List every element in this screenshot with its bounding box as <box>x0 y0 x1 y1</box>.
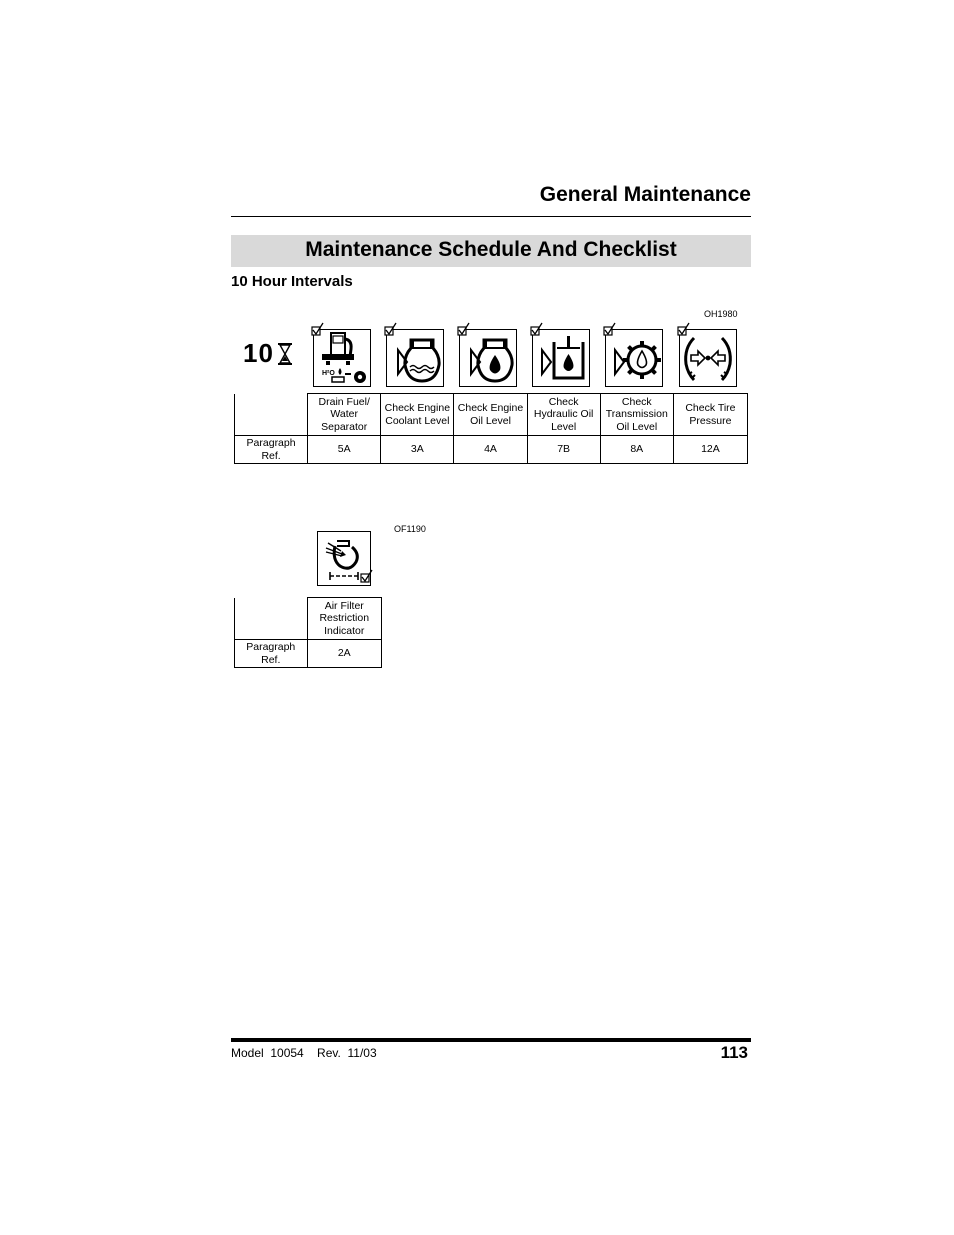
schedule-table <box>234 393 748 464</box>
task-label: Check Engine Oil Level <box>454 394 527 436</box>
header-rule <box>231 216 751 217</box>
paragraph-ref: 2A <box>307 640 381 668</box>
table-corner-cell <box>235 598 308 640</box>
task-label: Air Filter Restriction Indicator <box>307 598 381 640</box>
paragraph-ref: 12A <box>673 436 747 464</box>
checkbox-icon <box>677 322 691 338</box>
checkbox-icon <box>311 322 325 338</box>
section-title: General Maintenance <box>539 183 751 206</box>
checkbox-icon <box>384 322 398 338</box>
row-header: Paragraph Ref. <box>235 436 308 464</box>
task-label: Check Hydraulic Oil Level <box>527 394 600 436</box>
interval-heading: 10 Hour Intervals <box>231 273 353 290</box>
row-header: Paragraph Ref. <box>235 640 308 668</box>
figure-reference: OF1190 <box>394 524 426 534</box>
checkbox-icon <box>457 322 471 338</box>
footer-rule <box>231 1038 751 1042</box>
task-label: Drain Fuel/ Water Separator <box>308 394 381 436</box>
paragraph-ref: 3A <box>381 436 454 464</box>
checkbox-icon <box>530 322 544 338</box>
checkbox-icon <box>360 569 374 585</box>
paragraph-ref: 4A <box>454 436 527 464</box>
task-label: Check Tire Pressure <box>673 394 747 436</box>
hourglass-icon <box>277 343 293 365</box>
checkbox-icon <box>603 322 617 338</box>
paragraph-ref: 5A <box>308 436 381 464</box>
page-number: 113 <box>720 1043 748 1062</box>
task-label: Check Transmission Oil Level <box>600 394 673 436</box>
paragraph-ref: 8A <box>600 436 673 464</box>
hour-interval-mark: 10 <box>243 338 274 368</box>
page-title: Maintenance Schedule And Checklist <box>305 238 677 261</box>
table-corner-cell <box>235 394 308 436</box>
h2o-text: H²O <box>322 370 335 377</box>
schedule-table <box>234 597 382 668</box>
footer-model-revision: Model 10054 Rev. 11/03 <box>231 1046 377 1060</box>
task-label: Check Engine Coolant Level <box>381 394 454 436</box>
figure-reference: OH1980 <box>704 309 738 319</box>
paragraph-ref: 7B <box>527 436 600 464</box>
